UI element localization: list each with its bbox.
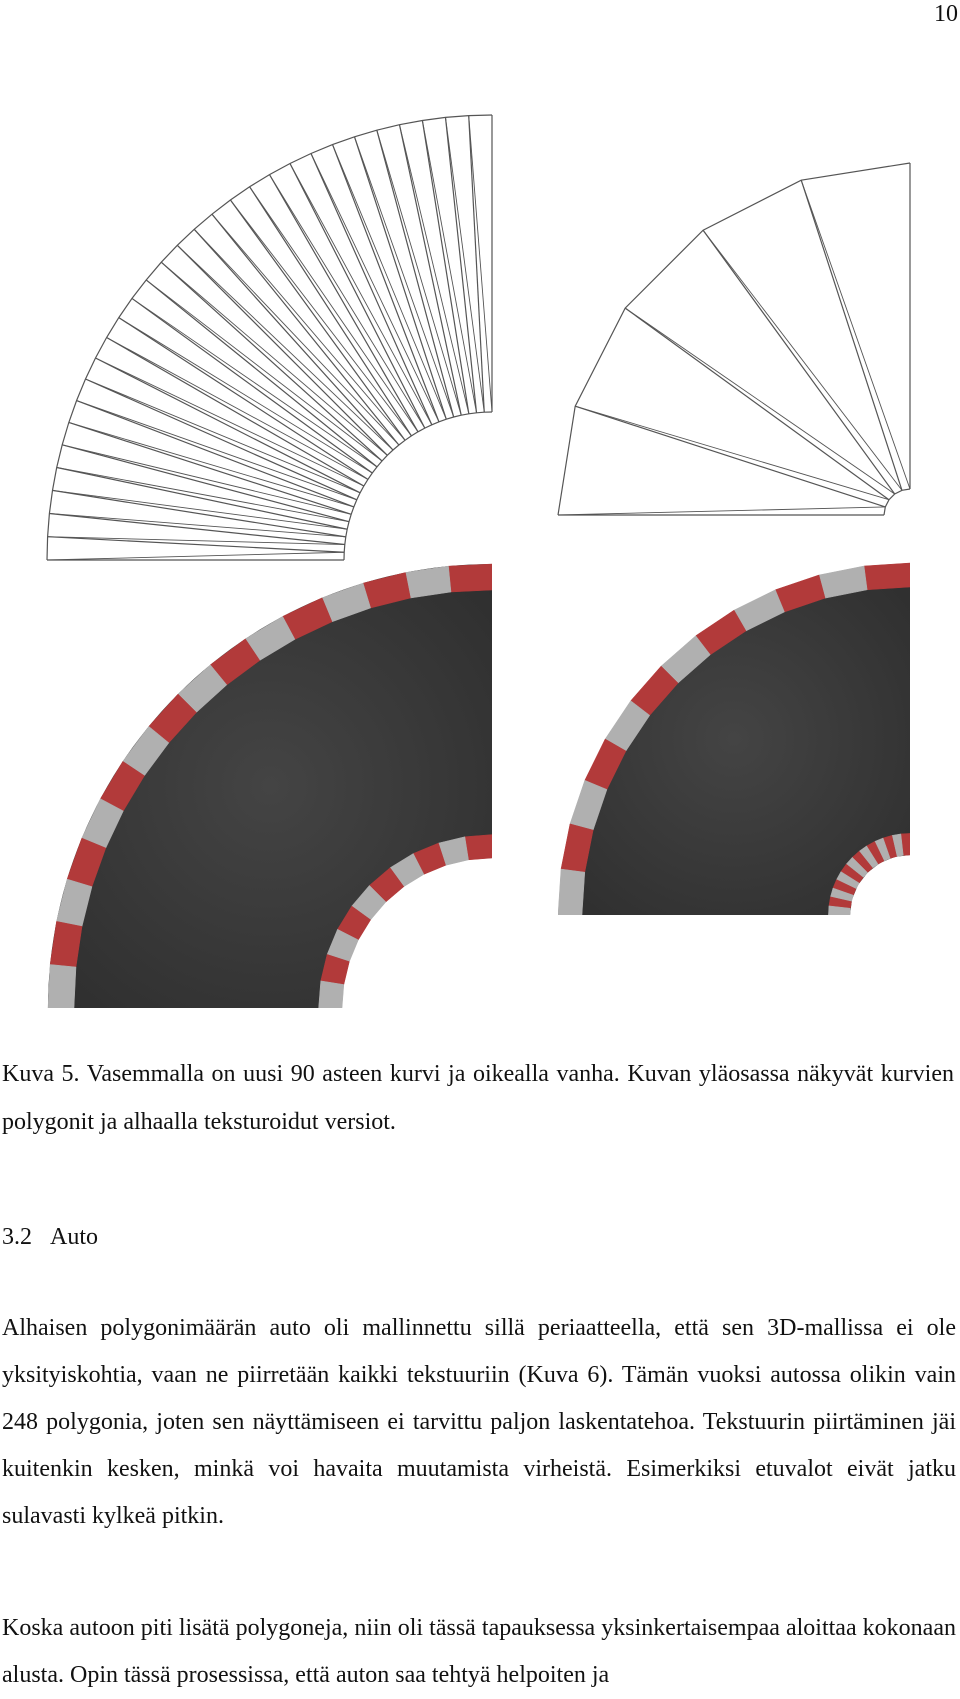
wireframe-diagonal-edge (96, 358, 364, 486)
old-curve-textured (558, 563, 910, 915)
wireframe-diagonal-edge (62, 445, 351, 514)
curb-block (558, 869, 585, 915)
wireframe-diagonal-edge (575, 406, 889, 499)
body-paragraph (2, 1305, 956, 1540)
wireframe-radial-edge (77, 401, 354, 507)
section-heading (2, 1222, 98, 1252)
body-paragraph (2, 1605, 956, 1699)
wireframe-radial-edge (49, 513, 344, 544)
wireframe-diagonal-edge (85, 379, 360, 493)
wireframe-radial-edge (146, 280, 377, 467)
wireframe-diagonal-edge (250, 187, 418, 432)
wireframe-radial-edge (445, 117, 476, 412)
wireframe-radial-edge (107, 338, 364, 487)
section-number: 3.2 (2, 1224, 32, 1250)
curb-block (319, 981, 344, 1008)
wireframe-radial-edge (703, 230, 895, 494)
wireframe-radial-edge (575, 406, 885, 507)
wireframe-radial-edge (625, 308, 889, 500)
wireframe-diagonal-edge (48, 537, 345, 545)
wireframe-radial-edge (132, 298, 372, 473)
wireframe-diagonal-edge (801, 180, 910, 489)
wireframe-diagonal-edge (399, 125, 468, 414)
curb-block (405, 566, 451, 598)
wireframe-radial-edge (290, 164, 425, 429)
wireframe-diagonal-edge (333, 145, 447, 420)
wireframe-diagonal-edge (57, 467, 349, 521)
wireframe-radial-edge (377, 130, 454, 417)
wireframe-radial-edge (96, 358, 361, 493)
wireframe-diagonal-edge (703, 230, 902, 490)
wireframe-diagonal-edge (194, 229, 399, 445)
wireframe-diagonal-edge (47, 552, 344, 560)
wireframe-inner-edge (884, 489, 910, 515)
curb-block (50, 921, 82, 967)
wireframe-radial-edge (333, 145, 439, 422)
wireframe-diagonal-edge (212, 214, 405, 440)
curb-block (448, 564, 492, 592)
new-curve-wireframe (47, 115, 492, 560)
wireframe-radial-edge (48, 537, 345, 553)
new-curve-textured (48, 564, 492, 1008)
wireframe-diagonal-edge (558, 507, 885, 515)
paragraph-text: Alhaisen polygonimäärän auto oli mallinnettu sillä periaatteella, että sen 3D-mallissa ei ole yksityiskohtia, vaan ne piirretään kaikki tekstuuriin (Kuva 6). Tämän vuoksi autossa olikin vain 248 polygonia, joten sen näyttämiseen ei tarvittu paljon laskentatehoa. Tekstuurin piirtäminen jäi kuitenkin kesken, minkä voi havaita muutamista virheistä. Esimerkiksi etuvalot eivät jatku sulavasti kylkeä pitkin. (2, 1315, 956, 1529)
curb-block (48, 964, 76, 1008)
old-curve-wireframe (558, 163, 910, 515)
paragraph-text: Koska autoon piti lisätä polygoneja, niin oli tässä tapauksessa yksinkertaisempaa aloittaa kokonaan alusta. Opin tässä prosessissa, että auton saa tehtyä helpoiten ja (2, 1615, 956, 1688)
page-number: 10 (934, 1, 958, 27)
wireframe-diagonal-edge (377, 130, 461, 415)
curb-block (864, 563, 910, 590)
wireframe-radial-edge (801, 180, 902, 490)
curb-block (465, 835, 492, 860)
section-title: Auto (50, 1224, 98, 1250)
wireframe-radial-edge (161, 262, 382, 461)
wireframe-radial-edge (270, 175, 419, 432)
wireframe-radial-edge (469, 116, 485, 413)
figure-caption: Kuva 5. Vasemmalla on uusi 90 asteen kurvi ja oikealla vanha. Kuvan yläosassa näkyvät kurvien polygonit ja alhaalla teksturoidut versiot. (2, 1061, 954, 1135)
wireframe-diagonal-edge (49, 513, 345, 536)
